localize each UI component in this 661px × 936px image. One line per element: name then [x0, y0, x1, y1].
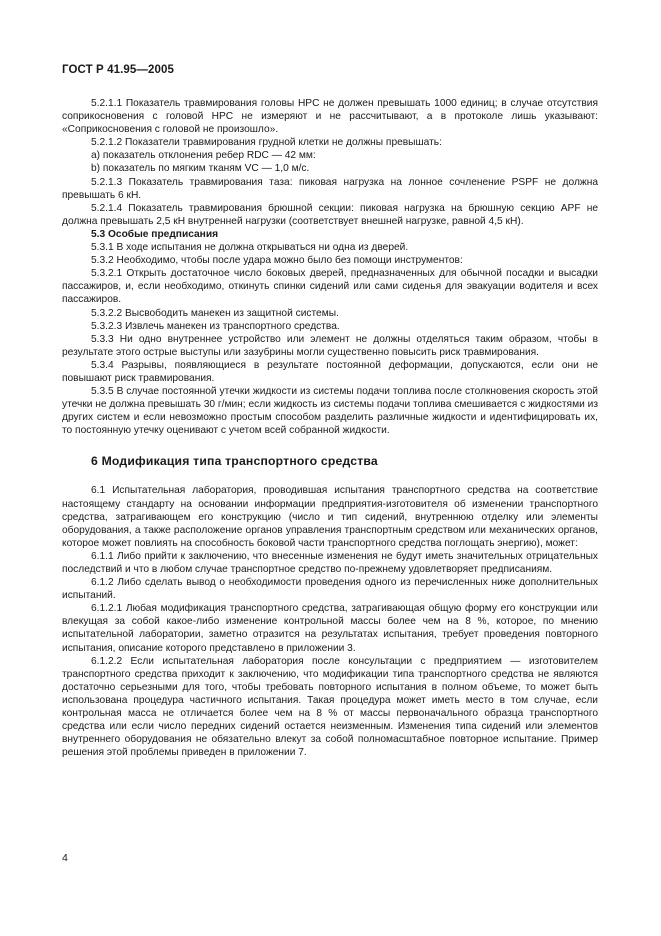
- document-code-header: ГОСТ Р 41.95—2005: [62, 64, 174, 76]
- paragraph-5-3-1: 5.3.1 В ходе испытания не должна открываться ни одна из дверей.: [91, 242, 409, 254]
- paragraph-5-3-3: 5.3.3 Ни одно внутреннее устройство или элемент не должны отделяться таким образом, чтобы в результате этого острые выступы или зазубрины могли существенно повысить риск травмирования.: [62, 333, 598, 358]
- subsection-heading-5-3: 5.3 Особые предписания: [91, 228, 219, 240]
- paragraph-list-item-b: b) показатель по мягким тканям VC — 1,0 м/с.: [91, 163, 310, 175]
- paragraph-5-3-5: 5.3.5 В случае постоянной утечки жидкости из системы подачи топлива после столкновения скорость этой утечки не должна превышать 30 г/мин; если жидкость из системы подачи топлива смешивается с жидкостями из других систем и если невозможно простым способом разделить различные жидкости и идентифицировать их, то постоянную утечку оценивают с учетом всей собранной жидкости.: [62, 386, 598, 437]
- paragraph-5-2-1-4: 5.2.1.4 Показатель травмирования брюшной секции: пиковая нагрузка на брюшную секцию APF не должна превышать 2,5 кН внутренней нагрузки (соответствует внешней нагрузке, равной 4,5 кН).: [62, 202, 598, 227]
- paragraph-6-1-1: 6.1.1 Либо прийти к заключению, что внесенные изменения не будут иметь значительных отрицательных последствий и что в любом случае транспортное средство по-прежнему удовлетворяет предписаниям.: [62, 550, 598, 575]
- section-heading-6: 6 Модификация типа транспортного средства: [91, 454, 378, 469]
- paragraph-5-3-2-1: 5.3.2.1 Открыть достаточное число боковых дверей, предназначенных для обычной посадки и высадки пассажиров, и, если необходимо, откинуть спинки сидений или сами сиденья для эвакуации водителя и всех пассажиров.: [62, 268, 598, 306]
- paragraph-5-2-1-2: 5.2.1.2 Показатели травмирования грудной клетки не должны превышать:: [91, 137, 442, 149]
- paragraph-5-2-1-1: 5.2.1.1 Показатель травмирования головы HPC не должен превышать 1000 единиц; в случае отсутствия соприкосновения с головой HPC не измеряют и не рассчитывают, а в протоколе лишь указывают: «Соприкосновения с головой не произошло».: [62, 98, 598, 136]
- paragraph-5-3-4: 5.3.4 Разрывы, появляющиеся в результате постоянной деформации, допускаются, если они не повышают риск травмирования.: [62, 359, 598, 384]
- paragraph-list-item-a: a) показатель отклонения ребер RDC — 42 мм:: [91, 150, 316, 162]
- paragraph-6-1: 6.1 Испытательная лаборатория, проводившая испытания транспортного средства на соответствие настоящему стандарту на основании информации предприятия-изготовителя об изменении транспортного средства, затрагивающем его конструкцию (число и тип сидений, внутреннюю отделку или элементы оборудования, а также расположение органов управления транспортным средством или механических органов, которое может повлиять на способность боковой части транспортного средства поглощать энергию), может:: [62, 485, 598, 549]
- page-number: 4: [62, 852, 68, 864]
- paragraph-6-1-2-2: 6.1.2.2 Если испытательная лаборатория после консультации с предприятием — изготовителем транспортного средства приходит к заключению, что модификации типа транспортного средства не являются достаточно серьезными для того, чтобы требовать повторного испытания в полном объеме, то может быть использована процедура частичного испытания. Такая процедура может иметь место в том случае, если контрольная масса не отличается более чем на 8 % от массы первоначального образца транспортного средства или если число передних сидений остается неизменным. Изменения типа сидений или элементов внутреннего оборудования не обязательно влекут за собой полномасштабное повторное испытание. Пример решения этой проблемы приведен в приложении 7.: [62, 655, 598, 759]
- paragraph-5-2-1-3: 5.2.1.3 Показатель травмирования таза: пиковая нагрузка на лонное сочленение PSPF не должна превышать 6 кН.: [62, 176, 598, 201]
- paragraph-5-3-2-2: 5.3.2.2 Высвободить манекен из защитной системы.: [91, 307, 339, 319]
- document-body: [62, 97, 598, 759]
- paragraph-5-3-2-3: 5.3.2.3 Извлечь манекен из транспортного средства.: [91, 320, 340, 332]
- paragraph-6-1-2-1: 6.1.2.1 Любая модификация транспортного средства, затрагивающая общую форму его конструкции или влекущая за собой какое-либо изменение контрольной массы более чем на 8 %, которое, по мнению испытательной лаборатории, заметно отразится на результатах испытания, требует проведения повторного испытания, описание которого представлено в приложении 3.: [62, 603, 598, 654]
- paragraph-5-3-2: 5.3.2 Необходимо, чтобы после удара можно было без помощи инструментов:: [91, 255, 463, 267]
- paragraph-6-1-2: 6.1.2 Либо сделать вывод о необходимости проведения одного из перечисленных ниже дополнительных испытаний.: [62, 577, 598, 602]
